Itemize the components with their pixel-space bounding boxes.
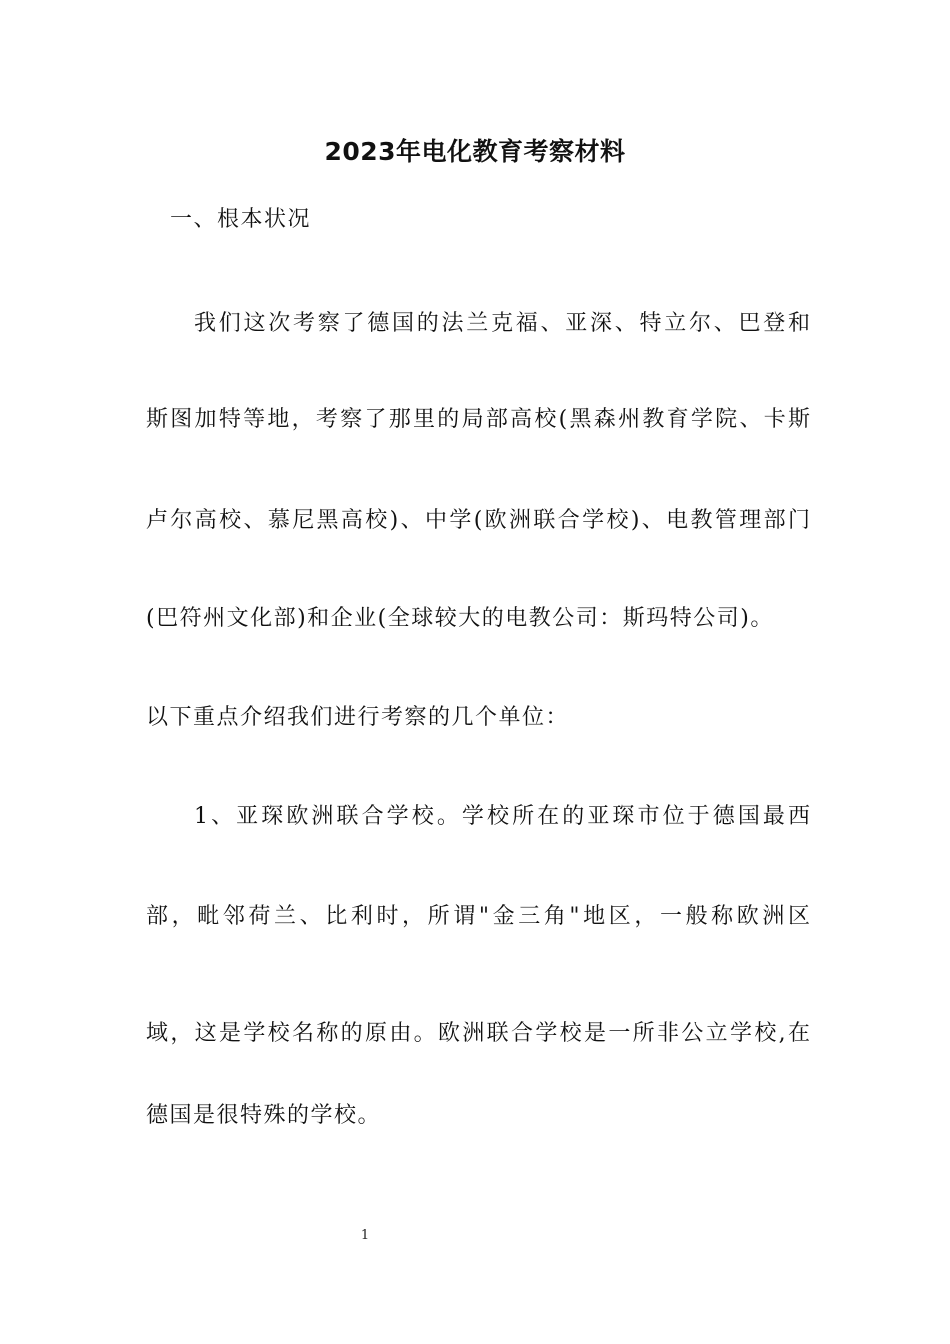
paragraph-line: (巴符州文化部)和企业(全球较大的电教公司：斯玛特公司)。 [146,606,774,631]
paragraph-line: 1、亚琛欧洲联合学校。学校所在的亚琛市位于德国最西 [194,804,810,829]
section-heading: 一、根本状况 [170,207,312,232]
paragraph-line: 域，这是学校名称的原由。欧洲联合学校是一所非公立学校,在 [146,1021,810,1046]
paragraph-line: 以下重点介绍我们进行考察的几个单位： [146,705,570,730]
document-title: 2023年电化教育考察材料 [324,137,626,166]
paragraph-line: 德国是很特殊的学校。 [146,1103,382,1128]
paragraph-line: 卢尔高校、慕尼黑高校)、中学(欧洲联合学校)、电教管理部门 [146,508,810,533]
page-number: 1 [360,1228,370,1243]
paragraph-line: 我们这次考察了德国的法兰克福、亚深、特立尔、巴登和 [194,311,810,336]
paragraph-line: 斯图加特等地，考察了那里的局部高校(黑森州教育学院、卡斯 [146,407,810,432]
paragraph-line: 部，毗邻荷兰、比利时，所谓"金三角"地区，一般称欧洲区 [146,904,810,929]
